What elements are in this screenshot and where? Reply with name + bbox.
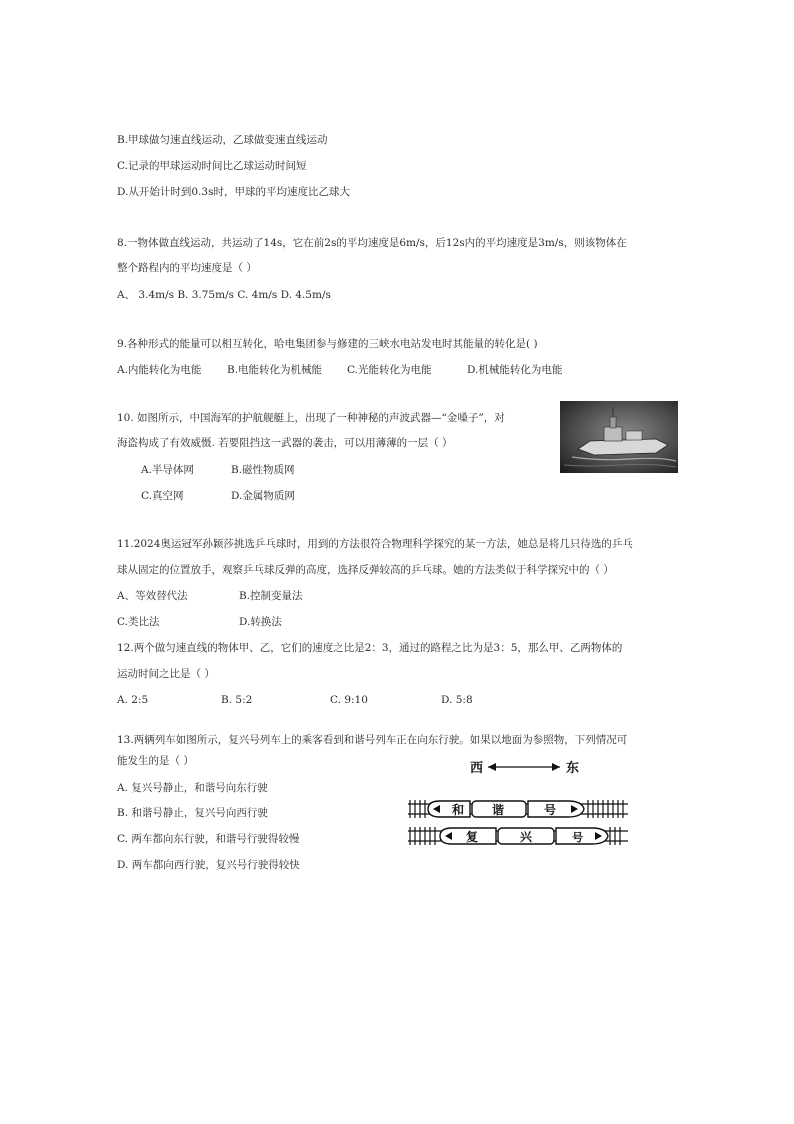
q8-options: A、 3.4m/s B. 3.75m/s C. 4m/s D. 4.5m/s — [117, 289, 331, 301]
q12-option-a: A. 2:5 — [117, 694, 149, 706]
east-arrowhead-icon — [552, 763, 560, 771]
west-label: 西 — [470, 761, 484, 776]
q13-option-d: D. 两车都向西行驶，复兴号行驶得较快 — [117, 859, 300, 871]
q11-stem-line1: 11.2024奥运冠军孙颖莎挑选乒乓球时，用到的方法很符合物理科学探究的某一方法，她总是将几只待选的乒乓 — [117, 538, 633, 550]
q13-option-a: A. 复兴号静止，和谐号向东行驶 — [117, 782, 268, 794]
q11-option-a: A、等效替代法 — [117, 590, 188, 602]
q7-option-d: D.从开始计时到0.3s时，甲球的平均速度比乙球大 — [117, 186, 350, 198]
train-hexie — [428, 801, 584, 817]
q7-option-b: B.甲球做匀速直线运动，乙球做变速直线运动 — [117, 134, 328, 146]
train-fuxing — [440, 828, 608, 844]
q9-option-d: D.机械能转化为电能 — [467, 364, 563, 376]
q9-option-c: C.光能转化为电能 — [347, 364, 432, 376]
q11-option-c: C.类比法 — [117, 616, 160, 628]
hexie-car3-label: 号 — [544, 803, 557, 817]
q12-option-d: D. 5:8 — [441, 694, 473, 706]
q9-option-a: A.内能转化为电能 — [117, 364, 202, 376]
hexie-car1-label: 和 — [452, 803, 465, 817]
fuxing-car3-label: 号 — [572, 831, 583, 844]
q13-option-b: B. 和谐号静止，复兴号向西行驶 — [117, 807, 268, 819]
train-figure — [400, 756, 630, 856]
q13-option-c: C. 两车都向东行驶，和谐号行驶得较慢 — [117, 833, 300, 845]
q9-stem: 9.各种形式的能量可以相互转化，哈电集团参与修建的三峡水电站发电时其能量的转化是( ) — [117, 338, 538, 350]
fuxing-car1-label: 复 — [466, 830, 479, 844]
q10-option-a: A.半导体网 — [141, 464, 194, 476]
q12-stem-line1: 12.两个做匀速直线的物体甲、乙，它们的速度之比是2：3，通过的路程之比为是3：5，那么甲、乙两物体的 — [117, 642, 623, 654]
q10-option-c: C.真空网 — [141, 490, 184, 502]
q12-option-b: B. 5:2 — [221, 694, 253, 706]
q10-option-b: B.磁性物质网 — [231, 464, 295, 476]
q9-option-b: B.电能转化为机械能 — [227, 364, 323, 376]
q12-option-c: C. 9:10 — [330, 694, 368, 706]
fuxing-car2-label: 兴 — [520, 830, 533, 844]
q13-stem-line1: 13.两辆列车如图所示，复兴号列车上的乘客看到和谐号列车正在向东行驶。如果以地面为参照物，下列情况可 — [117, 734, 628, 746]
q11-option-b: B.控制变量法 — [239, 590, 303, 602]
hexie-car2-label: 谐 — [492, 803, 505, 817]
q11-option-d: D.转换法 — [239, 616, 282, 628]
warship-photo — [560, 401, 678, 473]
q12-stem-line2: 运动时间之比是（ ） — [117, 668, 215, 680]
q10-option-d: D.金属物质网 — [231, 490, 295, 502]
east-label: 东 — [566, 761, 580, 776]
q13-stem-line2: 能发生的是（ ） — [117, 755, 194, 767]
west-arrowhead-icon — [488, 763, 496, 771]
q10-stem-line2: 海盗构成了有效威慑. 若要阻挡这一武器的袭击，可以用薄薄的一层（ ） — [117, 437, 453, 449]
q10-stem-line1: 10. 如图所示，中国海军的护航舰艇上，出现了一种神秘的声波武器—“金嗓子”，对 — [117, 412, 505, 424]
q11-stem-line2: 球从固定的位置放手，观察乒乓球反弹的高度，选择反弹较高的乒乓球。她的方法类似于科学探究中的（ ） — [117, 564, 614, 576]
q8-stem-line2: 整个路程内的平均速度是（ ） — [117, 262, 257, 274]
q7-option-c: C.记录的甲球运动时间比乙球运动时间短 — [117, 160, 307, 172]
q8-stem-line1: 8.一物体做直线运动，共运动了14s，它在前2s的平均速度是6m/s，后12s内的平均速度是3m/s，则该物体在 — [117, 237, 627, 249]
